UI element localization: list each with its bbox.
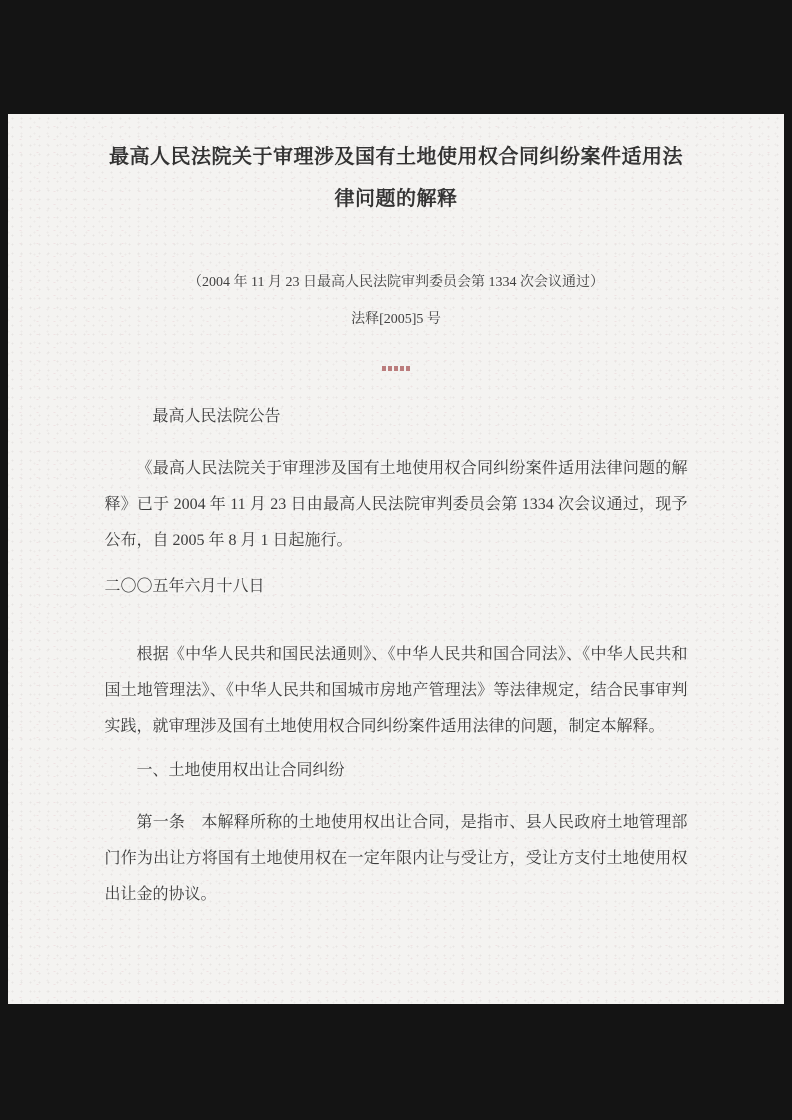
document-meta [105,264,688,338]
divider-dot [382,366,386,371]
divider-dot [400,366,404,371]
document-title [105,136,688,220]
document-title-line2: 律问题的解释 [334,188,458,210]
document-title-line1: 最高人民法院关于审理涉及国有土地使用权合同纠纷案件适用法 [109,146,683,168]
document-page [8,114,784,1004]
document-content [105,114,688,913]
section-heading: 一、土地使用权出让合同纠纷 [136,762,345,779]
article1-paragraph: 第一条 本解释所称的土地使用权出让合同，是指市、县人民政府土地管理部门作为出让方将国有土地使用权在一定年限内让与受让方，受让方支付土地使用权出让金的协议。 [104,814,688,903]
divider-dot [388,366,392,371]
basis-paragraph: 根据《中华人民共和国民法通则》、《中华人民共和国合同法》、《中华人民共和国土地管理法》、《中华人民共和国城市房地产管理法》等法律规定，结合民事审判实践，就审理涉及国有土地使用权合同纠纷案件适用法律的问题，制定本解释。 [104,646,688,735]
gazette-label: 最高人民法院公告 [152,408,281,425]
divider-dot [406,366,410,371]
divider-dot [394,366,398,371]
announcement-paragraph: 《最高人民法院关于审理涉及国有土地使用权合同纠纷案件适用法律问题的解释》已于 2004 年 11 月 23 日由最高人民法院审判委员会第 1334 次会议通过，现予公布，自 2005 年 8 月 1 日起施行。 [104,460,688,549]
date-line: 二〇〇五年六月十八日 [104,578,265,595]
adoption-line: （2004 年 11 月 23 日最高人民法院审判委员会第 1334 次会议通过） [188,275,604,290]
document-number: 法释[2005]5 号 [351,312,441,327]
red-dots-divider [105,364,688,372]
